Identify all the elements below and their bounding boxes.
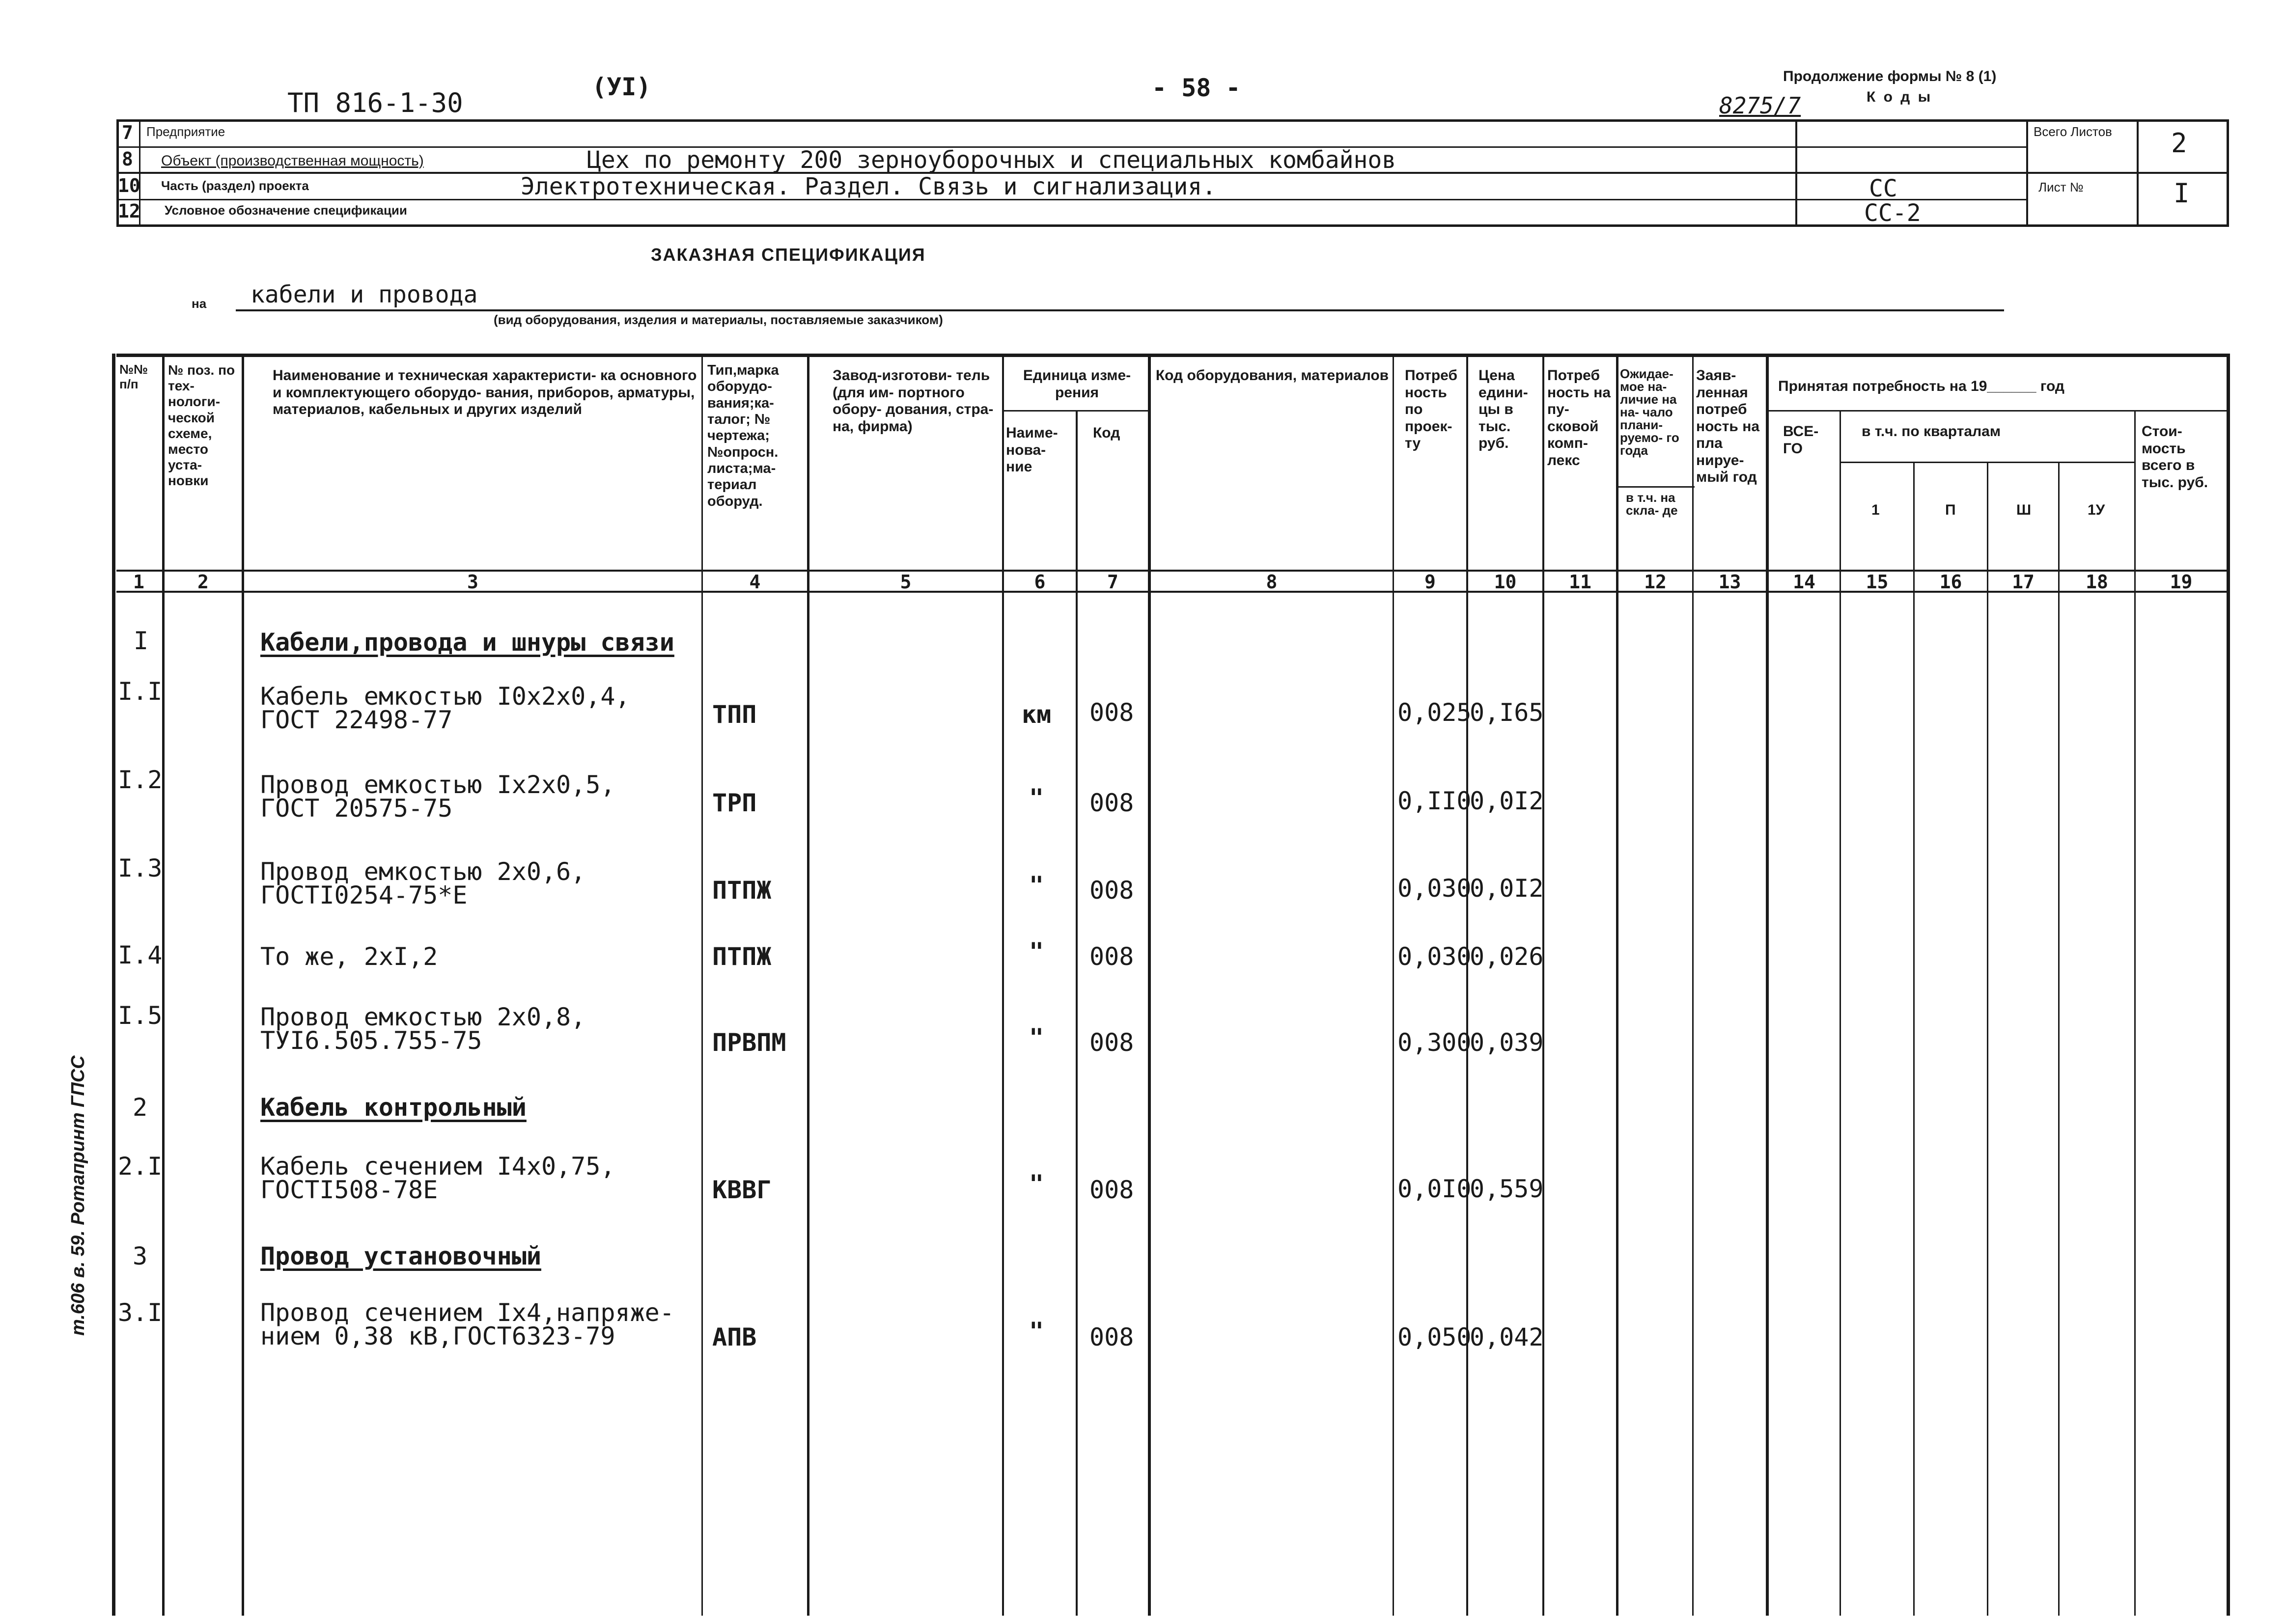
col-header-q1: 1 — [1871, 502, 1880, 518]
item-unit: " — [1029, 1317, 1044, 1346]
row-number: I.3 — [118, 854, 163, 882]
item-price: 0,0I2 — [1470, 787, 1544, 815]
row8-label: Объект (производственная мощность) — [161, 153, 424, 169]
margin-stamp: т.606 в. 59. Ротапринт ГПСС — [68, 1055, 88, 1336]
item-unit: км — [1022, 700, 1052, 729]
row-number: I.5 — [118, 1001, 163, 1030]
row8-num: 8 — [122, 148, 133, 170]
col-num: 8 — [1266, 571, 1278, 593]
item-code: 008 — [1089, 876, 1134, 905]
item-unit: " — [1029, 1023, 1044, 1052]
doc-code: ТП 816-1-30 — [287, 87, 463, 118]
col-num: 4 — [749, 571, 761, 593]
sheet-label: Лист № — [2038, 180, 2084, 194]
item-name: Кабель сечением I4х0,75, ГОСТI508-78Е — [260, 1152, 615, 1204]
row7-num: 7 — [122, 122, 133, 143]
col-header-q4: 1У — [2088, 502, 2105, 518]
item-need: 0,050 — [1397, 1323, 1472, 1351]
col-header-5: Завод-изготови- тель (для им- портного обору- дования, стра- на, фирма) — [833, 367, 994, 435]
row7-label: Предприятие — [146, 124, 225, 139]
item-price: 0,039 — [1470, 1028, 1544, 1057]
col-num: 19 — [2170, 571, 2193, 593]
col-header-2: № поз. по тех- нологи- ческой схеме, место уста- новки — [168, 362, 235, 489]
row-number: 2.I — [118, 1152, 163, 1181]
item-need: 0,025 — [1397, 698, 1472, 727]
item-price: 0,559 — [1470, 1175, 1544, 1203]
sheet-value: I — [2174, 178, 2190, 209]
item-name: То же, 2хI,2 — [260, 942, 438, 971]
col-header-quarters: в т.ч. по кварталам — [1862, 423, 2001, 440]
col-header-14: ВСЕ- ГО — [1783, 423, 1819, 457]
col-num: 18 — [2086, 571, 2108, 593]
col-num: 12 — [1644, 571, 1667, 593]
col-num: 17 — [2012, 571, 2035, 593]
col-num: 6 — [1034, 571, 1046, 593]
col-num: 1 — [133, 571, 144, 593]
item-name: Провод емкостью 2х0,8, ТУI6.505.755-75 — [260, 1003, 586, 1055]
col-num: 5 — [900, 571, 912, 593]
item-name: Кабель емкостью I0х2х0,4, ГОСТ 22498-77 — [260, 682, 630, 734]
codes-label: К о д ы — [1867, 89, 1933, 105]
col-header-3: Наименование и техническая характеристи- ка основного и комплектующего оборудо- вания, приборов, арматуры, материалов, кабельных и других изделий — [273, 367, 697, 417]
section-title: Кабель контрольный — [260, 1093, 527, 1122]
item-code: 008 — [1089, 1176, 1134, 1204]
form-continuation: Продолжение формы № 8 (1) — [1783, 68, 1997, 84]
section-title: Кабели,провода и шнуры связи — [260, 628, 674, 657]
item-need: 0,300 — [1397, 1028, 1472, 1057]
col-num: 2 — [197, 571, 209, 593]
item-type: АПВ — [712, 1323, 757, 1351]
item-need: 0,030 — [1397, 942, 1472, 971]
col-header-unit: Единица изме- рения — [1023, 367, 1131, 401]
row-number: I.I — [118, 677, 163, 706]
inventory-number: 8275/7 — [1719, 92, 1801, 119]
col-num: 14 — [1793, 571, 1815, 593]
col-header-12b: в т.ч. на скла- де — [1626, 490, 1678, 518]
item-price: 0,0I2 — [1470, 874, 1544, 903]
section-title: Провод установочный — [260, 1242, 541, 1270]
row10-value: Электротехническая. Раздел. Связь и сигнализация. — [521, 173, 1217, 200]
col-header-10: Цена едини- цы в тыс. руб. — [1478, 367, 1528, 451]
row-number: 3.I — [118, 1298, 163, 1327]
row8-value: Цех по ремонту 200 зерноуборочных и специальных комбайнов — [587, 146, 1396, 174]
item-code: 008 — [1089, 1323, 1134, 1351]
item-type: ПТПЖ — [712, 876, 772, 905]
col-header-4: Тип,марка оборудо- вания;ка- талог; № чертежа; №опросн. листа;ма- териал оборуд. — [707, 362, 779, 509]
volume-label: (УI) — [592, 73, 651, 101]
item-type: ТПП — [712, 700, 757, 729]
spec-subject: кабели и провода — [251, 281, 478, 308]
row12-label: Условное обозначение спецификации — [165, 203, 407, 218]
col-header-13: Заяв- ленная потреб ность на пла нируе- мый год — [1696, 367, 1760, 485]
row10-label: Часть (раздел) проекта — [161, 178, 309, 193]
col-header-12: Ожидае- мое на- личие на на- чало плани- руемо- го года — [1620, 366, 1679, 458]
item-unit: " — [1029, 784, 1044, 812]
col-header-accepted: Принятая потребность на 19______ год — [1778, 378, 2064, 394]
col-num: 3 — [467, 571, 478, 593]
col-num: 7 — [1107, 571, 1118, 593]
spec-title: ЗАКАЗНАЯ СПЕЦИФИКАЦИЯ — [651, 245, 926, 265]
item-need: 0,II0 — [1397, 787, 1472, 815]
spec-subject-note: (вид оборудования, изделия и материалы, поставляемые заказчиком) — [494, 312, 943, 327]
col-header-11: Потреб ность на пу- сковой комп- лекс — [1547, 367, 1611, 468]
row12-code: СС-2 — [1864, 199, 1921, 227]
col-num: 10 — [1494, 571, 1517, 593]
row10-num: 10 — [118, 175, 140, 196]
col-header-7: Код — [1093, 425, 1120, 441]
total-sheets-label: Всего Листов — [2034, 124, 2112, 139]
item-type: ТРП — [712, 789, 757, 817]
item-unit: " — [1029, 937, 1044, 966]
row-number: I.2 — [118, 766, 163, 794]
col-num: 13 — [1718, 571, 1741, 593]
item-name: Провод емкостью 2х0,6, ГОСТI0254-75*Е — [260, 857, 586, 909]
item-price: 0,026 — [1470, 942, 1544, 971]
item-name: Провод емкостью Iх2х0,5, ГОСТ 20575-75 — [260, 771, 615, 823]
row12-num: 12 — [118, 200, 140, 222]
item-code: 008 — [1089, 1028, 1134, 1057]
spec-na: на — [192, 296, 207, 311]
item-type: ПРВПМ — [712, 1028, 786, 1057]
row-number: I.4 — [118, 941, 163, 969]
item-code: 008 — [1089, 698, 1134, 727]
row10-code: СС — [1869, 175, 1897, 202]
item-unit: " — [1029, 1170, 1044, 1198]
col-header-6: Наиме- нова- ние — [1006, 425, 1058, 475]
item-type: КВВГ — [712, 1176, 772, 1204]
col-header-8: Код оборудования, материалов — [1155, 367, 1389, 384]
col-header-1: №№ п/п — [119, 362, 148, 391]
item-name: Провод сечением Iх4,напряже- нием 0,38 кВ,ГОСТ6323-79 — [260, 1298, 674, 1350]
col-header-q3: Ш — [2016, 502, 2032, 518]
row-number: I — [134, 627, 149, 655]
page-number: - 58 - — [1152, 74, 1241, 102]
row-number: 3 — [133, 1242, 148, 1270]
total-sheets-value: 2 — [2171, 128, 2187, 159]
col-num: 16 — [1939, 571, 1962, 593]
col-num: 9 — [1424, 571, 1436, 593]
row-number: 2 — [133, 1093, 148, 1122]
col-num: 11 — [1569, 571, 1591, 593]
item-unit: " — [1029, 871, 1044, 900]
item-price: 0,042 — [1470, 1323, 1544, 1351]
item-need: 0,030 — [1397, 874, 1472, 903]
item-price: 0,I65 — [1470, 698, 1544, 727]
col-header-q2: П — [1945, 502, 1956, 518]
col-header-9: Потреб ность по проек- ту — [1405, 367, 1457, 451]
col-header-19: Стои- мость всего в тыс. руб. — [2142, 423, 2208, 491]
item-need: 0,0I0 — [1397, 1175, 1472, 1203]
item-code: 008 — [1089, 789, 1134, 817]
item-code: 008 — [1089, 942, 1134, 971]
item-type: ПТПЖ — [712, 942, 772, 971]
col-num: 15 — [1866, 571, 1889, 593]
